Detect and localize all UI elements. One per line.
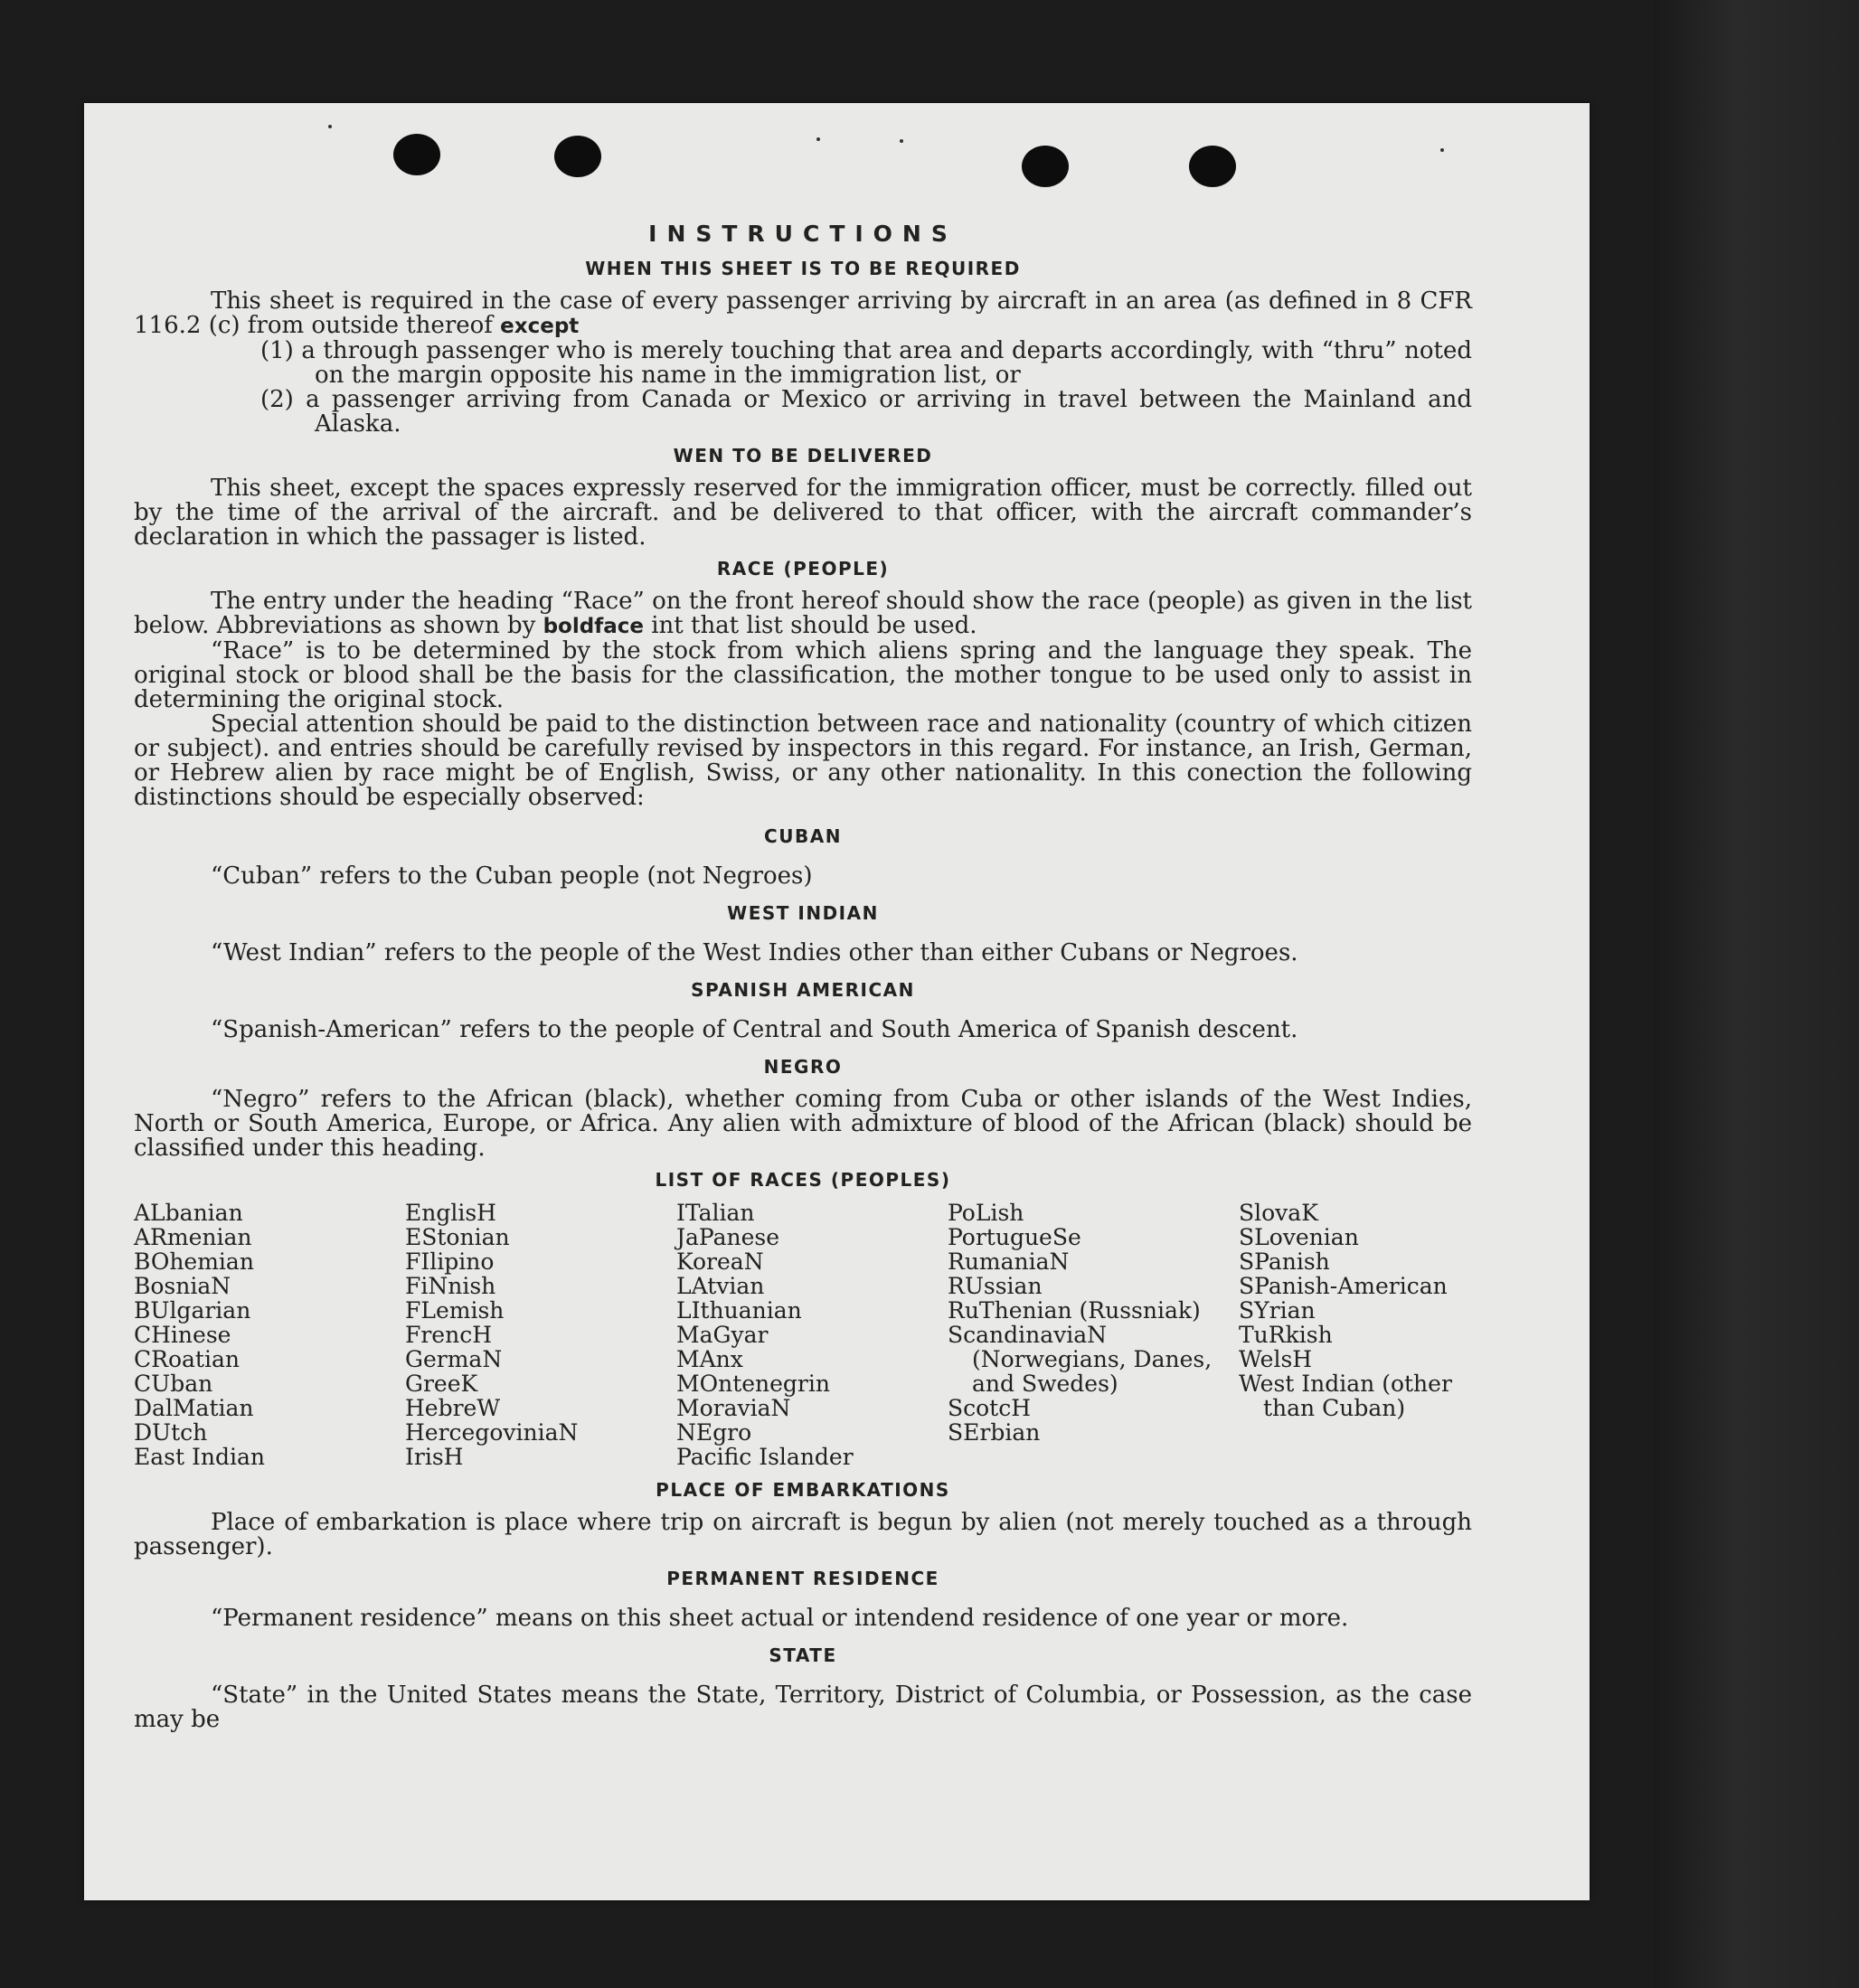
races-column (948, 1201, 1239, 1469)
required-intro-bold: except (500, 315, 580, 338)
race-item: MOntenegrin (676, 1371, 830, 1397)
race-item: West Indian (other than Cuban) (1239, 1371, 1452, 1421)
section-heading-races-list: LIST OF RACES (PEOPLES) (655, 1169, 951, 1191)
section-heading-embarkation: PLACE OF EMBARKATIONS (656, 1479, 950, 1501)
delivered-text: This sheet, except the spaces expressly reserved for the immigration officer, must be correctly. filled out by the time of the arrival of the aircraft. and be delivered to that officer, with the aircraft commander’s declaration in which the passager is listed. (134, 475, 1472, 551)
races-column (134, 1201, 405, 1469)
race-item: LIthuanian (676, 1297, 802, 1324)
race-item: EStonian (405, 1224, 510, 1250)
race-item: RUssian (948, 1273, 1043, 1299)
race-item: MAnx (676, 1346, 743, 1372)
punch-hole (1022, 146, 1069, 187)
section-heading-state: STATE (769, 1644, 837, 1666)
race-item: TuRkish (1239, 1322, 1333, 1348)
punch-hole (554, 136, 601, 177)
section-heading-west-indian: WEST INDIAN (727, 902, 879, 924)
document-page (84, 103, 1590, 1900)
section-heading-race: RACE (PEOPLE) (716, 558, 890, 579)
cuban-text: “Cuban” refers to the Cuban people (not Negroes) (211, 862, 813, 890)
race-item: DalMatian (134, 1395, 254, 1421)
race-item: PortugueSe (948, 1224, 1081, 1250)
race-item: FIlipino (405, 1248, 495, 1275)
section-heading-cuban: CUBAN (764, 825, 842, 847)
race-item: ITalian (676, 1200, 755, 1226)
race-p1-before: The entry under the heading “Race” on the front hereof should show the race (people) as given in the list below. Abbreviations as shown by (134, 588, 1472, 639)
page-title: INSTRUCTIONS (648, 221, 958, 247)
negro-text: “Negro” refers to the African (black), whether coming from Cuba or other islands of the West Indies, North or South America, Europe, or Africa. Any alien with admixture of blood of the African (black) should be classified under this heading. (134, 1086, 1472, 1162)
race-item: BUlgarian (134, 1297, 251, 1324)
race-item: SPanish (1239, 1248, 1330, 1275)
race-item: IrisH (405, 1444, 464, 1470)
race-paragraph-1 (134, 589, 1472, 639)
race-item: GermaN (405, 1346, 503, 1372)
races-list (134, 1201, 1472, 1469)
race-item: CUban (134, 1371, 213, 1397)
required-intro (134, 289, 1472, 339)
scan-speck (328, 125, 332, 128)
scan-speck (816, 137, 820, 141)
race-item: CHinese (134, 1322, 231, 1348)
race-item: NEgro (676, 1419, 752, 1446)
race-item: WelsH (1239, 1346, 1313, 1372)
race-item: SErbian (948, 1419, 1041, 1446)
race-item: RuThenian (Russniak) (948, 1297, 1201, 1324)
residence-text: “Permanent residence” means on this sheet actual or intendend residence of one year or more. (211, 1605, 1349, 1632)
race-item: ScandinaviaN (Norwegians, Danes, and Swedes) (948, 1322, 1213, 1397)
race-item: RumaniaN (948, 1248, 1070, 1275)
race-item: FLemish (405, 1297, 505, 1324)
race-item: ARmenian (134, 1224, 252, 1250)
state-text: “State” in the United States means the State, Territory, District of Columbia, or Possession, as the case may be (134, 1682, 1472, 1733)
race-item: PoLish (948, 1200, 1024, 1226)
races-column (676, 1201, 948, 1469)
scan-speck (900, 139, 903, 143)
required-intro-text: This sheet is required in the case of every passenger arriving by aircraft in an area (as defined in 8 CFR 116.2 (c) from outside thereof (134, 287, 1472, 339)
races-column (1239, 1201, 1474, 1469)
scan-background (1655, 0, 1859, 1988)
race-item: DUtch (134, 1419, 208, 1446)
scan-speck (1440, 148, 1444, 152)
race-paragraph-2: “Race” is to be determined by the stock from which aliens spring and the language they speak. The original stock or blood shall be the basis for the classification, the mother tongue to be used only to assist in determining the original stock. (134, 637, 1472, 713)
race-p1-bold: boldface (543, 615, 644, 638)
race-item: SPanish-American (1239, 1273, 1448, 1299)
race-item: HercegoviniaN (405, 1419, 579, 1446)
required-item: (1) a through passenger who is merely touching that area and departs accordingly, with “thru” noted on the margin opposite his name in the immigration list, or (260, 337, 1472, 389)
race-item: CRoatian (134, 1346, 240, 1372)
race-item: East Indian (134, 1444, 265, 1470)
race-item: BOhemian (134, 1248, 254, 1275)
punch-hole (393, 134, 440, 175)
spanish-american-text: “Spanish-American” refers to the people of Central and South America of Spanish descent. (211, 1016, 1298, 1043)
punch-hole (1189, 146, 1236, 187)
race-item: BosniaN (134, 1273, 231, 1299)
race-item: FrencH (405, 1322, 492, 1348)
race-item: ScotcH (948, 1395, 1032, 1421)
section-heading-required: WHEN THIS SHEET IS TO BE REQUIRED (585, 258, 1021, 279)
race-item: LAtvian (676, 1273, 765, 1299)
race-item: SLovenian (1239, 1224, 1359, 1250)
instructions-content (134, 219, 1472, 1732)
section-heading-residence: PERMANENT RESIDENCE (666, 1568, 939, 1589)
race-item: GreeK (405, 1371, 478, 1397)
race-item: KoreaN (676, 1248, 764, 1275)
race-item: HebreW (405, 1395, 501, 1421)
west-indian-text: “West Indian” refers to the people of the West Indies other than either Cubans or Negroes. (211, 939, 1298, 966)
section-heading-negro: NEGRO (763, 1056, 843, 1078)
section-heading-delivered: WEN TO BE DELIVERED (673, 445, 933, 466)
section-heading-spanish-american: SPANISH AMERICAN (691, 979, 915, 1001)
race-item: Pacific Islander (676, 1444, 854, 1470)
race-item: SYrian (1239, 1297, 1316, 1324)
race-item: JaPanese (676, 1224, 780, 1250)
race-item: SlovaK (1239, 1200, 1318, 1226)
race-item: MaGyar (676, 1322, 769, 1348)
race-item: MoraviaN (676, 1395, 791, 1421)
race-item: FiNnish (405, 1273, 496, 1299)
races-column (405, 1201, 676, 1469)
required-item: (2) a passenger arriving from Canada or Mexico or arriving in travel between the Mainland and Alaska. (260, 386, 1472, 438)
race-p1-after: int that list should be used. (651, 612, 977, 639)
embarkation-text: Place of embarkation is place where trip on aircraft is begun by alien (not merely touched as a through passenger). (134, 1509, 1472, 1560)
race-paragraph-3: Special attention should be paid to the distinction between race and nationality (country of which citizen or subject). and entries should be carefully revised by inspectors in this regard. For instance, an Irish, German, or Hebrew alien by race might be of English, Swiss, or any other nationality. In this conection the following distinctions should be especially observed: (134, 711, 1472, 811)
race-item: EnglisH (405, 1200, 496, 1226)
race-item: ALbanian (134, 1200, 243, 1226)
